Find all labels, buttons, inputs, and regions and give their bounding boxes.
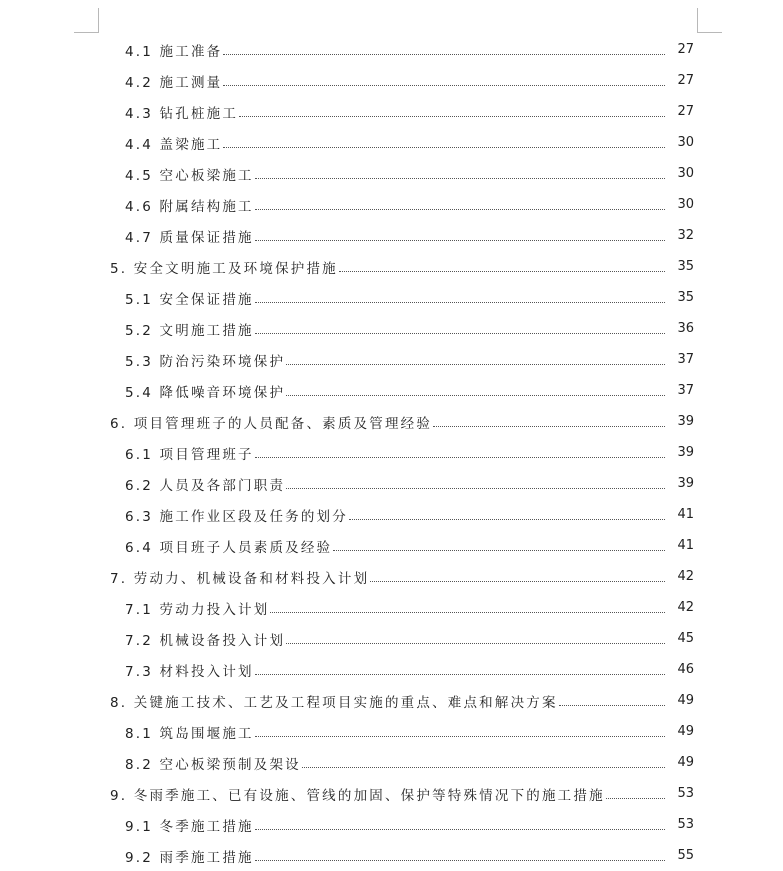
toc-entry-page-number: 36: [677, 321, 694, 336]
toc-entry[interactable]: [0, 499, 783, 530]
toc-entry[interactable]: [0, 34, 783, 65]
toc-entry-title: 9.2 雨季施工措施: [125, 849, 254, 866]
toc-entry-page-number: 37: [677, 383, 694, 398]
toc-entry-title: 5. 安全文明施工及环境保护措施: [110, 260, 338, 277]
toc-dot-leader: [286, 643, 665, 644]
toc-entry-title: 6.1 项目管理班子: [125, 446, 254, 463]
toc-entry-page-number: 35: [677, 290, 694, 305]
toc-entry[interactable]: [0, 251, 783, 282]
toc-entry-title: 8.1 筑岛围堰施工: [125, 725, 254, 742]
toc-entry[interactable]: [0, 592, 783, 623]
toc-dot-leader: [370, 581, 665, 582]
toc-dot-leader: [559, 705, 665, 706]
toc-entry-title: 7.3 材料投入计划: [125, 663, 254, 680]
toc-dot-leader: [255, 178, 665, 179]
toc-entry-page-number: 30: [677, 197, 694, 212]
toc-entry-page-number: 30: [677, 166, 694, 181]
toc-entry-page-number: 53: [677, 817, 694, 832]
toc-dot-leader: [255, 736, 665, 737]
toc-entry-title: 5.4 降低噪音环境保护: [125, 384, 286, 401]
toc-dot-leader: [255, 333, 665, 334]
toc-dot-leader: [255, 240, 665, 241]
toc-dot-leader: [433, 426, 665, 427]
toc-entry-page-number: 45: [677, 631, 694, 646]
toc-entry[interactable]: [0, 375, 783, 406]
toc-entry-page-number: 49: [677, 724, 694, 739]
toc-entry[interactable]: [0, 778, 783, 809]
toc-entry-page-number: 41: [677, 507, 694, 522]
toc-entry-title: 4.6 附属结构施工: [125, 198, 254, 215]
toc-entry[interactable]: [0, 654, 783, 685]
toc-entry-page-number: 39: [677, 445, 694, 460]
toc-entry[interactable]: [0, 282, 783, 313]
toc-entry[interactable]: [0, 344, 783, 375]
toc-entry-title: 4.1 施工准备: [125, 43, 223, 60]
toc-entry-title: 4.2 施工测量: [125, 74, 223, 91]
toc-entry[interactable]: [0, 127, 783, 158]
toc-entry[interactable]: [0, 561, 783, 592]
toc-entry[interactable]: [0, 623, 783, 654]
toc-entry-title: 9.1 冬季施工措施: [125, 818, 254, 835]
toc-entry[interactable]: [0, 406, 783, 437]
toc-entry-page-number: 35: [677, 259, 694, 274]
toc-dot-leader: [339, 271, 665, 272]
toc-dot-leader: [286, 395, 665, 396]
toc-entry-page-number: 55: [677, 848, 694, 863]
toc-entry-page-number: 49: [677, 755, 694, 770]
toc-entry-title: 8. 关键施工技术、工艺及工程项目实施的重点、难点和解决方案: [110, 694, 558, 711]
toc-dot-leader: [270, 612, 665, 613]
toc-dot-leader: [286, 364, 665, 365]
toc-entry-page-number: 37: [677, 352, 694, 367]
toc-dot-leader: [239, 116, 665, 117]
toc-entry-title: 5.3 防治污染环境保护: [125, 353, 286, 370]
toc-dot-leader: [255, 457, 665, 458]
page-corner-mark-top-right: [697, 8, 722, 33]
toc-dot-leader: [223, 85, 665, 86]
toc-entry-page-number: 27: [677, 42, 694, 57]
toc-entry-page-number: 30: [677, 135, 694, 150]
toc-entry-title: 6. 项目管理班子的人员配备、素质及管理经验: [110, 415, 433, 432]
toc-entry[interactable]: [0, 530, 783, 561]
toc-entry-title: 5.1 安全保证措施: [125, 291, 254, 308]
toc-entry-title: 6.4 项目班子人员素质及经验: [125, 539, 333, 556]
toc-dot-leader: [333, 550, 665, 551]
toc-dot-leader: [606, 798, 665, 799]
toc-entry-title: 9. 冬雨季施工、已有设施、管线的加固、保护等特殊情况下的施工措施: [110, 787, 605, 804]
toc-dot-leader: [255, 829, 665, 830]
toc-entry-title: 7. 劳动力、机械设备和材料投入计划: [110, 570, 370, 587]
toc-entry-page-number: 41: [677, 538, 694, 553]
toc-entry-title: 4.3 钻孔桩施工: [125, 105, 239, 122]
toc-entry-page-number: 27: [677, 73, 694, 88]
toc-entry[interactable]: [0, 96, 783, 127]
page-corner-mark-top-left: [74, 8, 99, 33]
toc-dot-leader: [255, 860, 665, 861]
toc-dot-leader: [302, 767, 665, 768]
toc-entry-page-number: 53: [677, 786, 694, 801]
toc-entry[interactable]: [0, 840, 783, 871]
toc-dot-leader: [223, 54, 665, 55]
toc-dot-leader: [286, 488, 665, 489]
toc-entry-title: 4.5 空心板梁施工: [125, 167, 254, 184]
toc-entry[interactable]: [0, 809, 783, 840]
toc-entry-title: 4.7 质量保证措施: [125, 229, 254, 246]
toc-entry[interactable]: [0, 437, 783, 468]
toc-entry-title: 6.2 人员及各部门职责: [125, 477, 286, 494]
toc-entry-page-number: 39: [677, 414, 694, 429]
table-of-contents: [0, 34, 783, 871]
toc-entry-title: 7.1 劳动力投入计划: [125, 601, 270, 618]
toc-entry[interactable]: [0, 747, 783, 778]
toc-dot-leader: [223, 147, 665, 148]
toc-entry[interactable]: [0, 220, 783, 251]
toc-entry-title: 8.2 空心板梁预制及架设: [125, 756, 301, 773]
toc-dot-leader: [255, 674, 665, 675]
toc-entry[interactable]: [0, 716, 783, 747]
toc-entry-page-number: 46: [677, 662, 694, 677]
toc-entry-title: 5.2 文明施工措施: [125, 322, 254, 339]
toc-dot-leader: [255, 209, 665, 210]
toc-entry-title: 6.3 施工作业区段及任务的划分: [125, 508, 348, 525]
toc-entry-page-number: 42: [677, 600, 694, 615]
toc-entry-page-number: 49: [677, 693, 694, 708]
toc-entry[interactable]: [0, 65, 783, 96]
toc-entry-title: 7.2 机械设备投入计划: [125, 632, 286, 649]
toc-entry-title: 4.4 盖梁施工: [125, 136, 223, 153]
toc-entry-page-number: 42: [677, 569, 694, 584]
toc-entry-page-number: 39: [677, 476, 694, 491]
toc-entry[interactable]: [0, 468, 783, 499]
toc-entry[interactable]: [0, 685, 783, 716]
toc-entry[interactable]: [0, 189, 783, 220]
toc-dot-leader: [349, 519, 665, 520]
toc-entry[interactable]: [0, 313, 783, 344]
toc-entry[interactable]: [0, 158, 783, 189]
toc-entry-page-number: 32: [677, 228, 694, 243]
toc-dot-leader: [255, 302, 665, 303]
toc-entry-page-number: 27: [677, 104, 694, 119]
